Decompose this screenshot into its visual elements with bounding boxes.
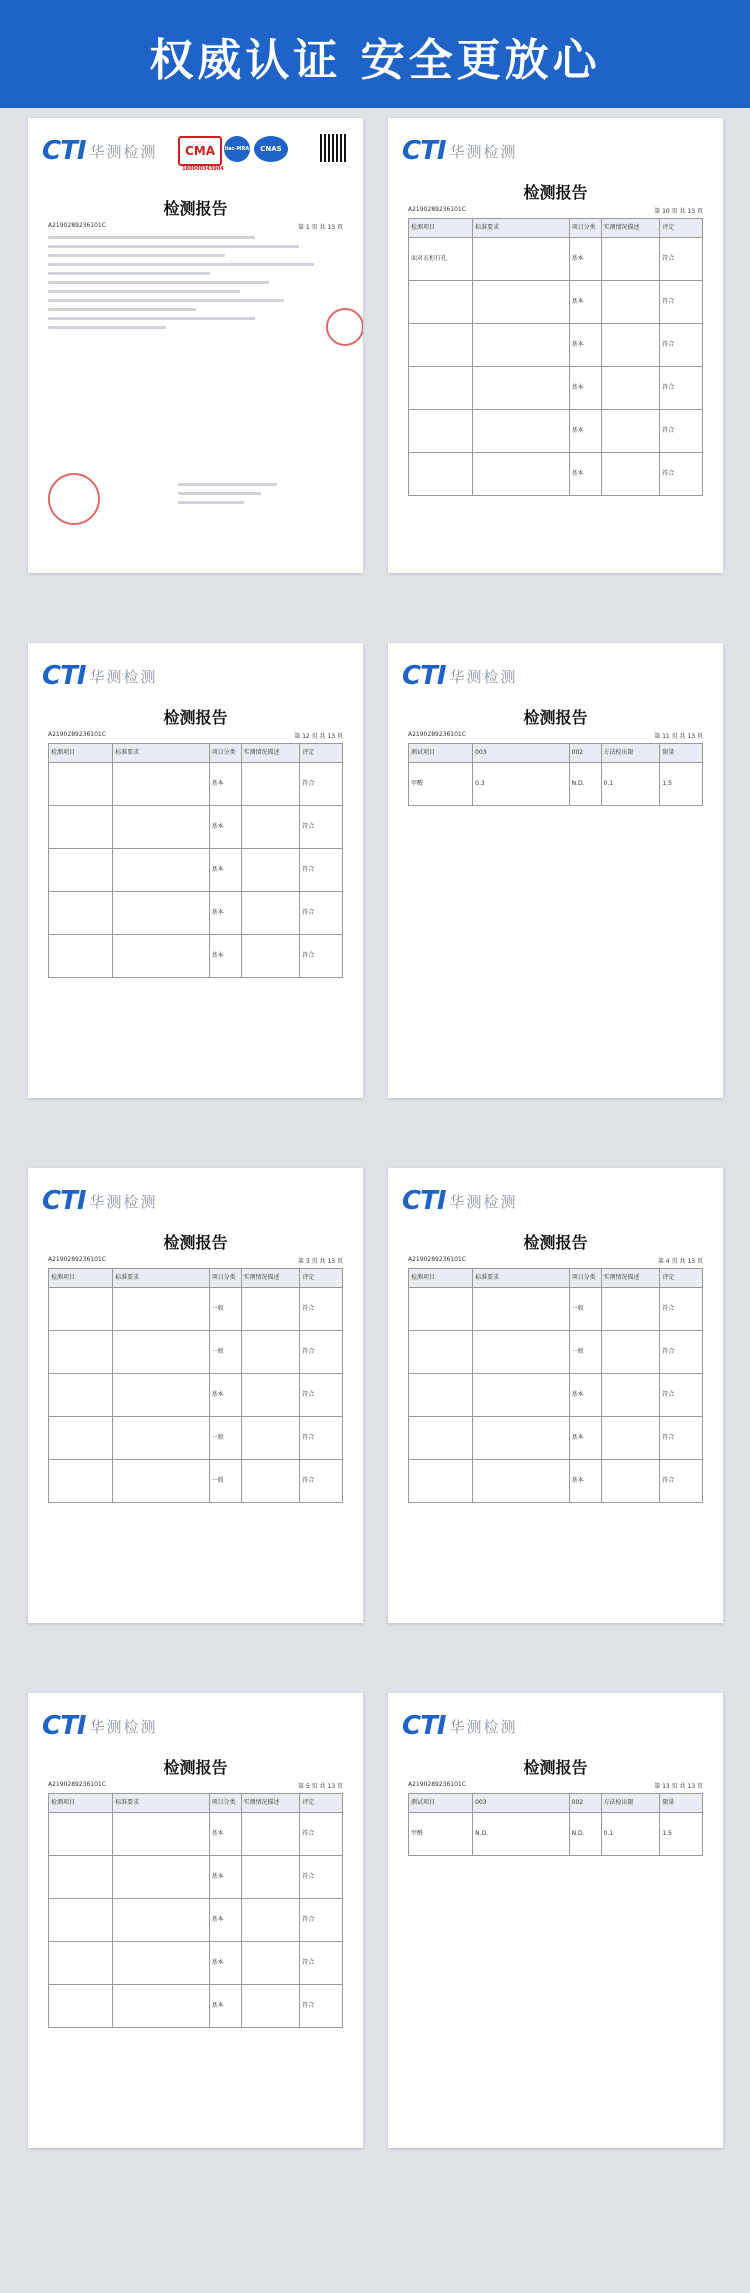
table-cell: 评定 <box>299 744 343 762</box>
report-number: A2190289236101C <box>408 206 466 213</box>
table-cell <box>241 763 300 805</box>
table-cell: 符合 <box>659 1460 703 1502</box>
table-cell <box>112 806 208 848</box>
logo-subtitle: 华测检测 <box>449 142 518 161</box>
table-cell: 符合 <box>299 1374 343 1416</box>
table-row <box>408 1459 703 1503</box>
logo-mark: CTI <box>402 136 446 166</box>
table-cell <box>472 453 568 495</box>
table-cell: 基本 <box>209 1374 241 1416</box>
table-cell: 符合 <box>299 1813 343 1855</box>
table-cell: 一般 <box>569 1288 601 1330</box>
report-number: A2190289236101C <box>408 1781 466 1788</box>
table-cell <box>241 1899 300 1941</box>
page-number: 第 4 页 共 13 页 <box>658 1258 703 1265</box>
table-header-row <box>48 1268 343 1287</box>
table-cell <box>408 1374 472 1416</box>
result-table <box>48 1268 343 1503</box>
table-cell <box>472 1331 568 1373</box>
table-cell <box>48 1856 112 1898</box>
table-cell: 1.5 <box>659 1813 703 1855</box>
table-cell: 评定 <box>299 1794 343 1812</box>
table-cell: 检测项目 <box>408 219 472 237</box>
page-number: 第 13 页 共 13 页 <box>654 1783 703 1790</box>
table-cell: 项目分类 <box>209 1269 241 1287</box>
table-cell: N.D. <box>472 1813 568 1855</box>
logo-mark: CTI <box>402 661 446 691</box>
table-cell <box>472 367 568 409</box>
table-cell: N.D. <box>569 763 601 805</box>
table-cell: 符合 <box>299 849 343 891</box>
table-cell <box>112 1813 208 1855</box>
table-cell: 符合 <box>659 238 703 280</box>
cma-number: 180000343904 <box>182 166 224 172</box>
report-number: A2190289236101C <box>48 1256 106 1263</box>
table-cell: 基本 <box>569 1417 601 1459</box>
logo-mark: CTI <box>42 136 86 166</box>
logo-subtitle: 华测检测 <box>89 142 158 161</box>
table-row <box>48 762 343 805</box>
table-cell: 项目分类 <box>569 1269 601 1287</box>
table-row <box>48 848 343 891</box>
table-cell: 评定 <box>659 1269 703 1287</box>
table-cell: 符合 <box>659 367 703 409</box>
table-row <box>408 323 703 366</box>
page-number: 第 5 页 共 13 页 <box>298 1783 343 1790</box>
table-cell: 002 <box>569 744 601 762</box>
report-page-12 <box>28 643 363 1098</box>
table-cell <box>48 763 112 805</box>
qr-code <box>320 134 348 162</box>
table-cell: 基本 <box>209 1813 241 1855</box>
table-cell <box>241 1813 300 1855</box>
table-cell <box>241 1460 300 1502</box>
table-cell: 符合 <box>299 892 343 934</box>
table-cell: 0.1 <box>601 1813 660 1855</box>
report-title: 检测报告 <box>163 1233 228 1252</box>
result-table <box>408 218 703 496</box>
table-cell: 基本 <box>209 849 241 891</box>
page-number: 第 1 页 共 13 页 <box>298 224 343 231</box>
table-cell: 标准要求 <box>112 1269 208 1287</box>
formaldehyde-table <box>408 1793 703 1856</box>
table-cell: 标准要求 <box>112 1794 208 1812</box>
table-cell <box>112 763 208 805</box>
logo-mark: CTI <box>42 1711 86 1741</box>
table-row <box>408 1330 703 1373</box>
table-cell <box>601 367 660 409</box>
table-cell: 一般 <box>569 1331 601 1373</box>
table-cell: 限量 <box>659 744 703 762</box>
table-cell: 符合 <box>299 1460 343 1502</box>
table-row <box>48 1855 343 1898</box>
table-cell: 基本 <box>209 763 241 805</box>
table-cell <box>408 324 472 366</box>
logo-subtitle: 华测检测 <box>89 1192 158 1211</box>
table-cell <box>48 1460 112 1502</box>
table-cell <box>241 806 300 848</box>
table-cell: 项目分类 <box>209 744 241 762</box>
table-cell <box>408 410 472 452</box>
logo-subtitle: 华测检测 <box>449 1717 518 1736</box>
table-cell: 面对衣柜打孔 <box>408 238 472 280</box>
report-number: A2190289236101C <box>408 731 466 738</box>
table-cell: 基本 <box>569 410 601 452</box>
side-seal <box>326 308 363 346</box>
table-row <box>48 805 343 848</box>
table-cell: 基本 <box>209 1985 241 2027</box>
table-cell <box>472 1288 568 1330</box>
table-row <box>408 1416 703 1459</box>
table-row <box>48 1416 343 1459</box>
table-cell <box>48 892 112 934</box>
table-cell <box>48 935 112 977</box>
table-row <box>408 280 703 323</box>
cnas-badge: CNAS <box>254 136 288 162</box>
table-cell: 符合 <box>299 1985 343 2027</box>
table-cell <box>48 849 112 891</box>
report-page-3 <box>28 1168 363 1623</box>
table-cell <box>601 238 660 280</box>
table-cell <box>48 1288 112 1330</box>
table-cell: 方法检出限 <box>601 744 660 762</box>
official-seal <box>48 473 100 525</box>
logo-mark: CTI <box>402 1186 446 1216</box>
result-table <box>408 1268 703 1503</box>
table-cell <box>472 281 568 323</box>
report-page-11 <box>388 643 723 1098</box>
report-title: 检测报告 <box>523 183 588 202</box>
report-title: 检测报告 <box>523 1758 588 1777</box>
table-header-row <box>48 743 343 762</box>
table-cell <box>48 1374 112 1416</box>
table-cell <box>112 935 208 977</box>
table-cell: 标准要求 <box>472 1269 568 1287</box>
table-cell <box>112 1899 208 1941</box>
table-row <box>48 1373 343 1416</box>
ilac-badge: ilac-MRA <box>224 136 250 162</box>
table-row <box>408 1287 703 1330</box>
table-cell <box>241 1288 300 1330</box>
table-cell: 一般 <box>209 1288 241 1330</box>
table-cell: 一般 <box>209 1460 241 1502</box>
table-cell: 实测情况描述 <box>601 219 660 237</box>
report-page-4 <box>388 1168 723 1623</box>
table-cell <box>112 1288 208 1330</box>
table-row <box>48 1459 343 1503</box>
table-cell: 测试项目 <box>408 1794 472 1812</box>
table-cell <box>112 1331 208 1373</box>
table-row <box>48 1898 343 1941</box>
table-cell: 基本 <box>209 1942 241 1984</box>
table-cell <box>48 1813 112 1855</box>
table-cell: 符合 <box>659 324 703 366</box>
report-title: 检测报告 <box>523 708 588 727</box>
table-cell: 符合 <box>299 935 343 977</box>
table-cell: 符合 <box>299 1942 343 1984</box>
banner-title: 权威认证 安全更放心 <box>149 35 601 86</box>
table-cell: 符合 <box>299 1417 343 1459</box>
report-number: A2190289236101C <box>408 1256 466 1263</box>
table-row <box>408 366 703 409</box>
table-row <box>48 1984 343 2028</box>
table-cell <box>112 1460 208 1502</box>
table-cell <box>48 806 112 848</box>
table-cell: 基本 <box>569 453 601 495</box>
table-cell: 实测情况描述 <box>601 1269 660 1287</box>
table-cell: 实测情况描述 <box>241 1269 300 1287</box>
table-row <box>48 891 343 934</box>
table-cell <box>601 1460 660 1502</box>
table-cell: 一般 <box>209 1331 241 1373</box>
table-cell <box>472 1417 568 1459</box>
table-cell <box>472 1460 568 1502</box>
table-cell: 002 <box>569 1794 601 1812</box>
cti-logo <box>42 136 158 166</box>
report-title: 检测报告 <box>163 708 228 727</box>
report-title: 检测报告 <box>523 1233 588 1252</box>
logo-subtitle: 华测检测 <box>449 667 518 686</box>
logo-subtitle: 华测检测 <box>89 667 158 686</box>
table-cell: 符合 <box>659 410 703 452</box>
table-cell <box>241 935 300 977</box>
table-cell <box>112 1374 208 1416</box>
table-cell <box>601 410 660 452</box>
table-cell <box>408 367 472 409</box>
table-cell: 甲醛 <box>408 763 472 805</box>
table-row <box>48 1287 343 1330</box>
table-cell: 基本 <box>569 1374 601 1416</box>
logo-mark: CTI <box>402 1711 446 1741</box>
table-cell <box>408 1288 472 1330</box>
table-cell <box>112 1856 208 1898</box>
result-table <box>48 743 343 978</box>
table-cell <box>472 410 568 452</box>
table-row <box>48 934 343 978</box>
table-cell: 一般 <box>209 1417 241 1459</box>
table-cell: 基本 <box>569 324 601 366</box>
table-cell <box>241 849 300 891</box>
table-cell <box>48 1942 112 1984</box>
logo-mark: CTI <box>42 661 86 691</box>
table-cell <box>601 1374 660 1416</box>
table-cell <box>112 849 208 891</box>
table-cell: 1.5 <box>659 763 703 805</box>
table-cell: 基本 <box>209 892 241 934</box>
table-cell: 甲醛 <box>408 1813 472 1855</box>
table-header-row <box>48 1793 343 1812</box>
table-cell <box>601 281 660 323</box>
table-cell <box>408 1417 472 1459</box>
table-cell: 检测项目 <box>408 1269 472 1287</box>
report-page-5 <box>28 1693 363 2148</box>
table-row <box>48 1812 343 1855</box>
table-cell: 评定 <box>659 219 703 237</box>
table-cell: 方法检出限 <box>601 1794 660 1812</box>
table-cell: 标准要求 <box>472 219 568 237</box>
logo-subtitle: 华测检测 <box>449 1192 518 1211</box>
table-cell <box>48 1985 112 2027</box>
table-cell: 符合 <box>659 281 703 323</box>
table-cell: N.D. <box>569 1813 601 1855</box>
table-cell: 符合 <box>299 763 343 805</box>
report-page-10 <box>388 118 723 573</box>
report-title: 检测报告 <box>163 1758 228 1777</box>
table-row <box>408 1812 703 1856</box>
table-cell: 基本 <box>569 238 601 280</box>
table-cell: 基本 <box>569 281 601 323</box>
table-cell: 测试项目 <box>408 744 472 762</box>
table-cell: 基本 <box>569 367 601 409</box>
page-number: 第 3 页 共 13 页 <box>298 1258 343 1265</box>
table-cell <box>601 1331 660 1373</box>
result-table <box>48 1793 343 2028</box>
table-cell: 0.1 <box>601 763 660 805</box>
table-cell <box>112 1985 208 2027</box>
table-row <box>408 762 703 806</box>
table-cell <box>408 1460 472 1502</box>
table-cell: 003 <box>472 744 568 762</box>
table-cell <box>48 1417 112 1459</box>
table-cell <box>112 892 208 934</box>
promo-banner <box>0 0 750 108</box>
table-header-row <box>408 1268 703 1287</box>
table-cell <box>408 1331 472 1373</box>
table-cell: 符合 <box>299 1856 343 1898</box>
page-number: 第 12 页 共 13 页 <box>294 733 343 740</box>
table-header-row <box>408 1793 703 1812</box>
table-row <box>48 1330 343 1373</box>
table-cell <box>241 1856 300 1898</box>
table-cell: 限量 <box>659 1794 703 1812</box>
table-cell <box>112 1942 208 1984</box>
table-cell: 符合 <box>659 1288 703 1330</box>
table-cell: 符合 <box>659 1417 703 1459</box>
table-cell: 符合 <box>659 1331 703 1373</box>
cma-badge: CMA <box>178 136 222 166</box>
table-cell: 符合 <box>299 1331 343 1373</box>
table-cell <box>241 892 300 934</box>
table-cell <box>472 324 568 366</box>
table-cell <box>408 281 472 323</box>
table-cell <box>601 1417 660 1459</box>
table-cell: 检测项目 <box>48 744 112 762</box>
table-cell: 基本 <box>209 935 241 977</box>
table-cell <box>408 453 472 495</box>
table-cell <box>48 1331 112 1373</box>
table-cell: 0.3 <box>472 763 568 805</box>
logo-mark: CTI <box>42 1186 86 1216</box>
table-cell: 003 <box>472 1794 568 1812</box>
table-header-row <box>408 218 703 237</box>
table-cell <box>472 1374 568 1416</box>
table-cell <box>241 1417 300 1459</box>
table-cell: 基本 <box>209 1856 241 1898</box>
report-page-1 <box>28 118 363 573</box>
table-cell: 符合 <box>659 453 703 495</box>
table-cell: 实测情况描述 <box>241 1794 300 1812</box>
page-number: 第 10 页 共 13 页 <box>654 208 703 215</box>
report-number: A2190289236101C <box>48 222 106 229</box>
table-row <box>48 1941 343 1984</box>
table-cell: 实测情况描述 <box>241 744 300 762</box>
table-header-row <box>408 743 703 762</box>
table-cell <box>241 1942 300 1984</box>
table-cell <box>601 324 660 366</box>
table-cell: 评定 <box>299 1269 343 1287</box>
logo-subtitle: 华测检测 <box>89 1717 158 1736</box>
page-number: 第 11 页 共 13 页 <box>654 733 703 740</box>
table-cell: 符合 <box>299 806 343 848</box>
table-cell <box>241 1985 300 2027</box>
report-title: 检测报告 <box>163 199 228 218</box>
table-cell <box>48 1899 112 1941</box>
table-cell <box>241 1374 300 1416</box>
table-cell <box>601 453 660 495</box>
table-cell: 符合 <box>299 1288 343 1330</box>
table-cell: 标准要求 <box>112 744 208 762</box>
report-page-13 <box>388 1693 723 2148</box>
table-row <box>408 452 703 496</box>
report-number: A2190289236101C <box>48 731 106 738</box>
table-cell <box>601 1288 660 1330</box>
table-cell: 基本 <box>209 806 241 848</box>
table-cell: 符合 <box>659 1374 703 1416</box>
table-cell: 检测项目 <box>48 1269 112 1287</box>
table-cell <box>241 1331 300 1373</box>
table-row <box>408 409 703 452</box>
table-row <box>408 1373 703 1416</box>
table-cell: 基本 <box>569 1460 601 1502</box>
table-cell: 符合 <box>299 1899 343 1941</box>
table-cell: 检测项目 <box>48 1794 112 1812</box>
formaldehyde-table <box>408 743 703 806</box>
table-cell: 基本 <box>209 1899 241 1941</box>
report-number: A2190289236101C <box>48 1781 106 1788</box>
table-cell <box>472 238 568 280</box>
table-cell: 项目分类 <box>209 1794 241 1812</box>
table-cell: 项目分类 <box>569 219 601 237</box>
table-cell <box>112 1417 208 1459</box>
table-row <box>408 237 703 280</box>
